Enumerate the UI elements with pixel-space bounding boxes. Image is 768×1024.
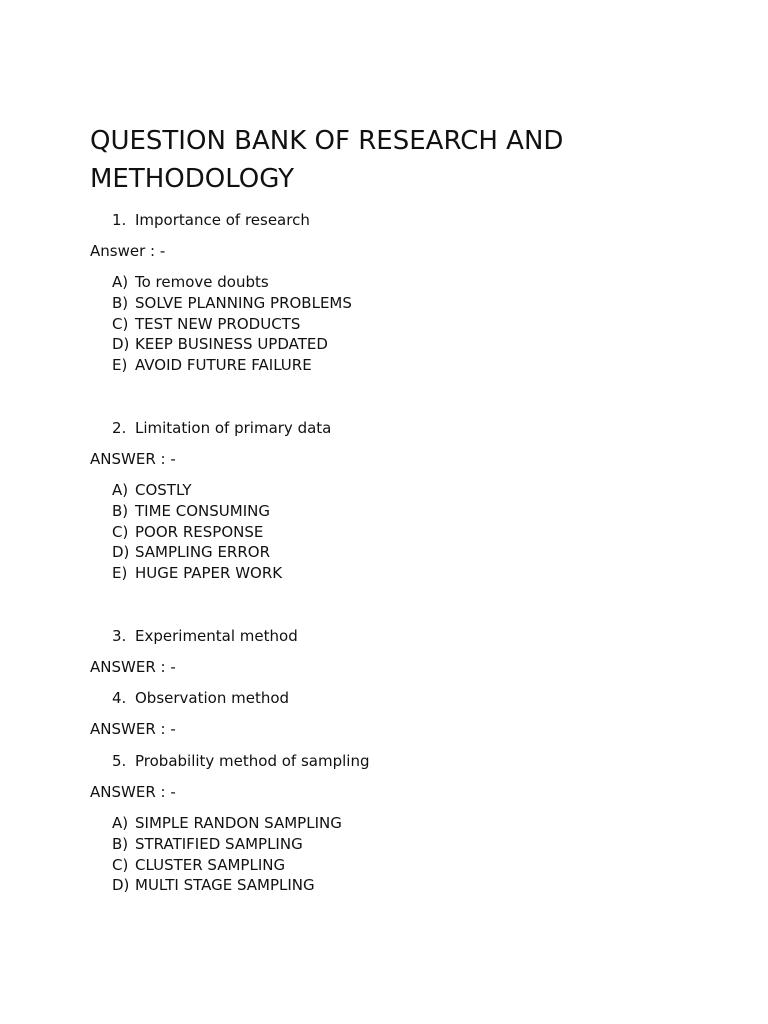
question-4: [112, 688, 289, 708]
option-letter: A): [112, 814, 129, 832]
option-text: TIME CONSUMING: [135, 501, 270, 520]
option-text: To remove doubts: [135, 273, 269, 291]
option-text: COSTLY: [135, 481, 192, 499]
question-number: 2.: [112, 419, 127, 437]
list-item: [112, 563, 282, 584]
list-item: [112, 875, 342, 896]
list-item: [112, 501, 282, 522]
option-text: SOLVE PLANNING PROBLEMS: [135, 293, 352, 312]
question-number: 3.: [112, 627, 127, 645]
option-letter: D): [112, 543, 130, 562]
question-1: [112, 210, 310, 230]
option-letter: A): [112, 481, 129, 499]
option-letter: D): [112, 335, 130, 354]
list-item: [112, 542, 282, 563]
list-item: [112, 293, 352, 314]
question-2: [112, 418, 331, 438]
list-item: [112, 480, 282, 501]
answer-label-3: ANSWER : -: [90, 658, 176, 676]
answer-label-2: ANSWER : -: [90, 450, 176, 468]
list-item: [112, 355, 352, 376]
option-text: CLUSTER SAMPLING: [135, 855, 286, 874]
answer-label-4: ANSWER : -: [90, 720, 176, 738]
option-text: POOR RESPONSE: [135, 522, 264, 541]
option-letter: C): [112, 314, 129, 333]
options-list-1: [112, 272, 352, 376]
question-text: Experimental method: [135, 627, 298, 645]
option-text: AVOID FUTURE FAILURE: [135, 356, 312, 375]
question-text: Observation method: [135, 689, 290, 707]
option-text: HUGE PAPER WORK: [135, 564, 283, 583]
list-item: [112, 522, 282, 543]
answer-label-1: Answer : -: [90, 242, 166, 260]
question-text: Importance of research: [135, 211, 310, 229]
option-text: MULTI STAGE SAMPLING: [135, 876, 315, 895]
option-text: TEST NEW PRODUCTS: [135, 314, 301, 333]
list-item: [112, 813, 342, 834]
option-letter: B): [112, 501, 129, 520]
option-letter: E): [112, 356, 128, 375]
question-text: Probability method of sampling: [135, 752, 370, 770]
question-number: 1.: [112, 211, 127, 229]
option-letter: B): [112, 293, 129, 312]
question-text: Limitation of primary data: [135, 419, 332, 437]
list-item: [112, 272, 352, 293]
list-item: [112, 314, 352, 335]
option-letter: A): [112, 273, 129, 291]
option-letter: C): [112, 855, 129, 874]
answer-label-5: ANSWER : -: [90, 783, 176, 801]
list-item: [112, 855, 342, 876]
question-3: [112, 626, 298, 646]
page-title: QUESTION BANK OF RESEARCH AND METHODOLOGY: [90, 126, 564, 194]
question-5: [112, 751, 370, 771]
options-list-5: [112, 813, 342, 896]
option-letter: E): [112, 564, 128, 583]
list-item: [112, 834, 342, 855]
option-text: STRATIFIED SAMPLING: [135, 834, 303, 853]
option-letter: C): [112, 522, 129, 541]
option-text: SIMPLE RANDON SAMPLING: [135, 814, 342, 832]
options-list-2: [112, 480, 282, 584]
option-letter: D): [112, 876, 130, 895]
option-text: KEEP BUSINESS UPDATED: [135, 335, 328, 354]
question-number: 4.: [112, 689, 127, 707]
list-item: [112, 334, 352, 355]
option-text: SAMPLING ERROR: [135, 543, 270, 562]
option-letter: B): [112, 834, 129, 853]
question-number: 5.: [112, 752, 127, 770]
